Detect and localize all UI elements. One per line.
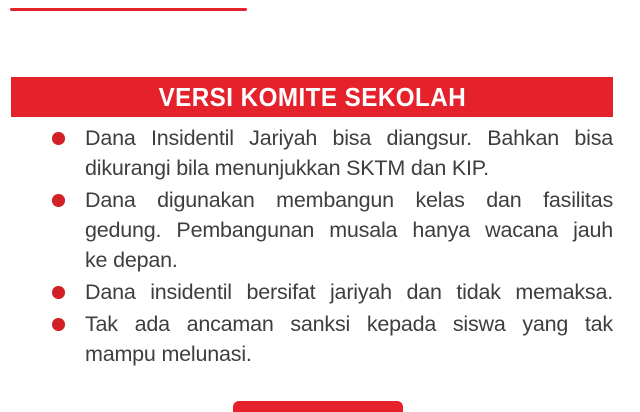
bullet-list xyxy=(52,123,613,371)
list-item-line: gedung. Pembangunan musala hanya wacana jauh xyxy=(85,218,613,242)
top-accent-line xyxy=(10,8,247,11)
list-item-line: ke depan. xyxy=(85,248,178,272)
section-header-title: VERSI KOMITE SEKOLAH xyxy=(158,81,466,112)
list-item xyxy=(52,185,613,275)
list-item-line: mampu melunasi. xyxy=(85,342,252,366)
bullet-dot-icon xyxy=(52,286,65,299)
list-item-line: Dana digunakan membangun kelas dan fasilitas xyxy=(85,188,613,212)
list-item-line: dikurangi bila menunjukkan SKTM dan KIP. xyxy=(85,156,489,180)
section-header xyxy=(11,77,613,117)
list-item xyxy=(52,309,613,369)
list-item-line: Tak ada ancaman sanksi kepada siswa yang tak xyxy=(85,312,613,336)
bullet-dot-icon xyxy=(52,194,65,207)
list-item xyxy=(52,277,613,307)
bullet-dot-icon xyxy=(52,132,65,145)
list-item-line: Dana Insidentil Jariyah bisa diangsur. Bahkan bisa xyxy=(85,126,613,150)
list-item xyxy=(52,123,613,183)
bottom-section-tab xyxy=(233,401,403,412)
list-item-line: Dana insidentil bersifat jariyah dan tidak memaksa. xyxy=(85,280,613,304)
bullet-dot-icon xyxy=(52,318,65,331)
